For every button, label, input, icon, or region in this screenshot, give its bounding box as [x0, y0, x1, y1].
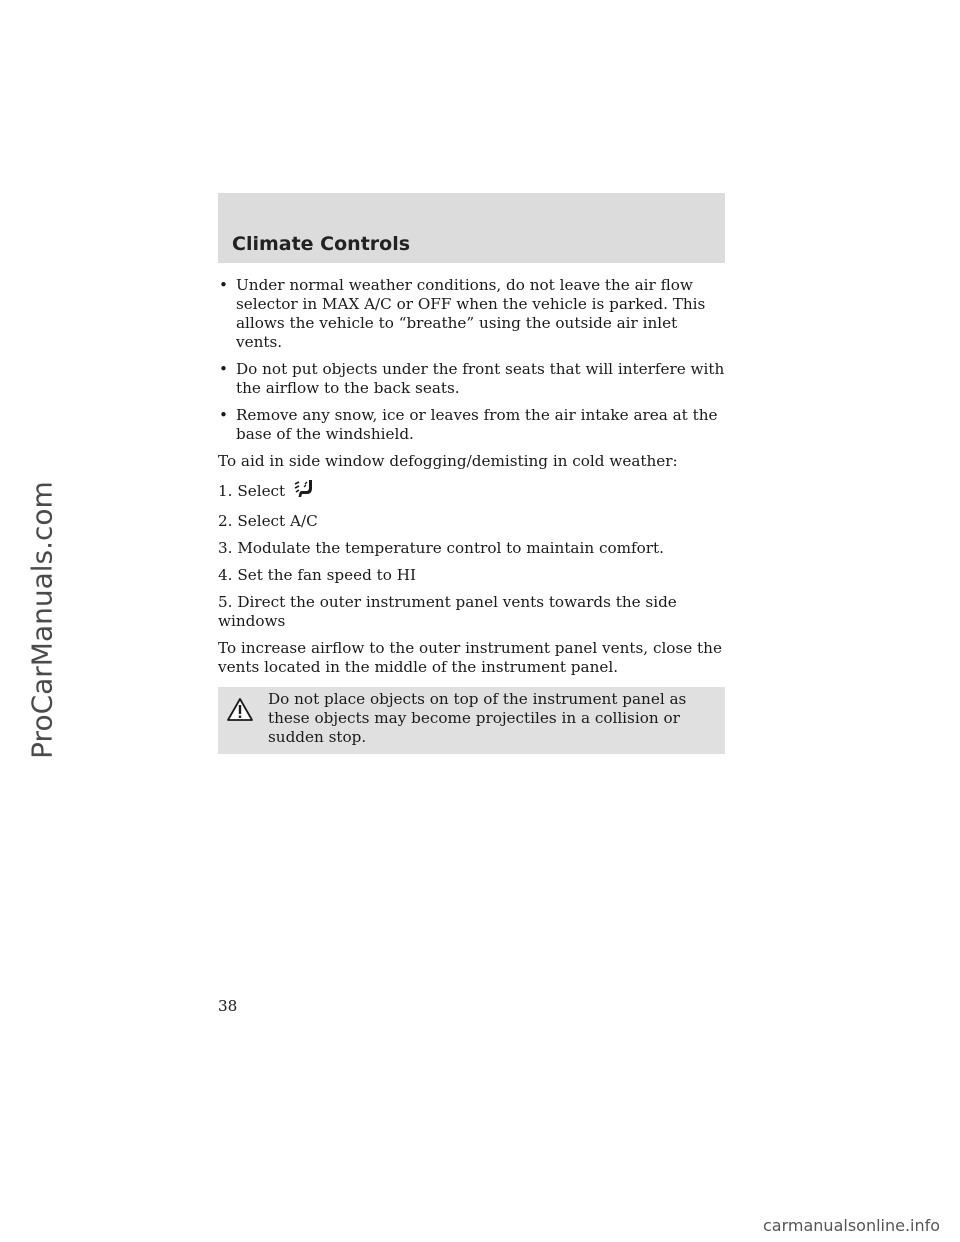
bullet-item — [218, 276, 725, 352]
step-item: 4. Set the fan speed to HI — [218, 566, 416, 584]
step-item: 3. Modulate the temperature control to maintain comfort. — [218, 539, 664, 557]
step-item — [218, 479, 725, 504]
page-content — [218, 276, 725, 754]
bullet-dot: • — [219, 360, 228, 378]
intro-paragraph: To aid in side window defogging/demisting in cold weather: — [218, 452, 678, 470]
bullet-item — [218, 406, 725, 444]
closing-paragraph: To increase airflow to the outer instrument panel vents, close the vents located in the middle of the instrument panel. — [218, 639, 722, 676]
warning-triangle-icon — [226, 697, 254, 727]
footer-watermark: carmanualsonline.info — [763, 1216, 941, 1235]
bullet-dot: • — [219, 406, 228, 424]
step-item: 2. Select A/C — [218, 512, 318, 530]
section-title: Climate Controls — [232, 233, 411, 255]
warning-box — [218, 687, 725, 754]
page-number: 38 — [218, 997, 238, 1015]
side-watermark: ProCarManuals.com — [25, 481, 59, 759]
step-text: 1. Select — [218, 482, 286, 500]
bullet-text: Under normal weather conditions, do not leave the air flow selector in MAX A/C or OFF when the vehicle is parked. This allows the vehicle to “breathe” using the outside air inlet vents. — [236, 276, 706, 351]
warning-text: Do not place objects on top of the instrument panel as these objects may become projectiles in a collision or sudden stop. — [268, 690, 687, 746]
bullet-dot: • — [219, 276, 228, 294]
step-item: 5. Direct the outer instrument panel vents towards the side windows — [218, 593, 677, 630]
bullet-item — [218, 360, 725, 398]
bullet-text: Remove any snow, ice or leaves from the air intake area at the base of the windshield. — [236, 406, 718, 443]
bullet-text: Do not put objects under the front seats that will interfere with the airflow to the back seats. — [236, 360, 725, 397]
floor-defrost-icon — [293, 479, 315, 504]
